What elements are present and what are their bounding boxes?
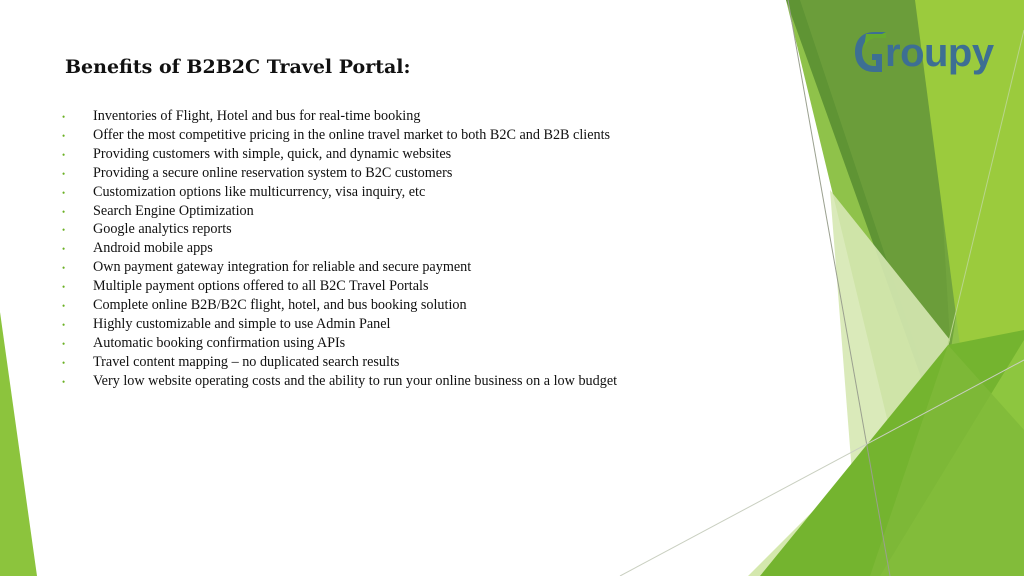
list-item <box>62 203 782 222</box>
list-item <box>62 165 782 184</box>
list-item-text: Providing a secure online reservation system to B2C customers <box>93 164 453 181</box>
list-item <box>62 316 782 335</box>
bullet-icon: • <box>62 263 66 274</box>
list-item <box>62 297 782 316</box>
bullet-icon: • <box>62 206 66 217</box>
logo-g-leaf-icon <box>864 32 886 48</box>
bullet-icon: • <box>62 112 66 122</box>
list-item <box>62 373 782 392</box>
bullet-icon: • <box>62 357 66 368</box>
list-item <box>62 240 782 259</box>
list-item-text: Multiple payment options offered to all B2C Travel Portals <box>93 278 429 295</box>
list-item <box>62 354 782 373</box>
list-item-text: Travel content mapping – no duplicated search results <box>93 353 400 370</box>
bullet-icon: • <box>62 168 66 179</box>
list-item <box>62 108 782 127</box>
list-item-text: Inventories of Flight, Hotel and bus for real-time booking <box>93 108 421 124</box>
list-item-text: Search Engine Optimization <box>93 202 254 219</box>
bullet-icon: • <box>62 225 66 236</box>
list-item-text: Google analytics reports <box>93 221 232 238</box>
list-item-text: Offer the most competitive pricing in the online travel market to both B2C and B2B clients <box>93 126 611 143</box>
bullet-icon: • <box>62 282 66 293</box>
benefits-list <box>62 108 782 392</box>
left-green-sliver <box>0 312 37 576</box>
list-item-text: Android mobile apps <box>93 240 213 257</box>
list-item <box>62 146 782 165</box>
logo-text: roupy <box>885 31 994 75</box>
list-item <box>62 335 782 354</box>
bullet-icon: • <box>62 187 66 198</box>
list-item-text: Own payment gateway integration for reliable and secure payment <box>93 259 472 276</box>
list-item-text: Automatic booking confirmation using APIs <box>93 334 346 351</box>
list-item-text: Complete online B2B/B2C flight, hotel, and bus booking solution <box>93 297 467 314</box>
list-item-text: Highly customizable and simple to use Admin Panel <box>93 315 391 332</box>
bullet-icon: • <box>62 301 66 312</box>
bullet-icon: • <box>62 149 66 160</box>
list-item-text: Providing customers with simple, quick, and dynamic websites <box>93 145 452 162</box>
list-item <box>62 259 782 278</box>
list-item <box>62 221 782 240</box>
list-item <box>62 127 782 146</box>
slide-title: Benefits of B2B2C Travel Portal: <box>65 56 411 78</box>
bullet-icon: • <box>62 376 66 387</box>
list-item <box>62 184 782 203</box>
groupy-logo <box>852 28 1000 76</box>
bullet-icon: • <box>62 338 66 349</box>
bullet-icon: • <box>62 319 66 330</box>
list-item <box>62 278 782 297</box>
list-item-text: Very low website operating costs and the ability to run your online business on a low budget <box>93 372 618 389</box>
list-item-text: Customization options like multicurrency, visa inquiry, etc <box>93 183 426 200</box>
bullet-icon: • <box>62 130 66 141</box>
bullet-icon: • <box>62 244 66 255</box>
